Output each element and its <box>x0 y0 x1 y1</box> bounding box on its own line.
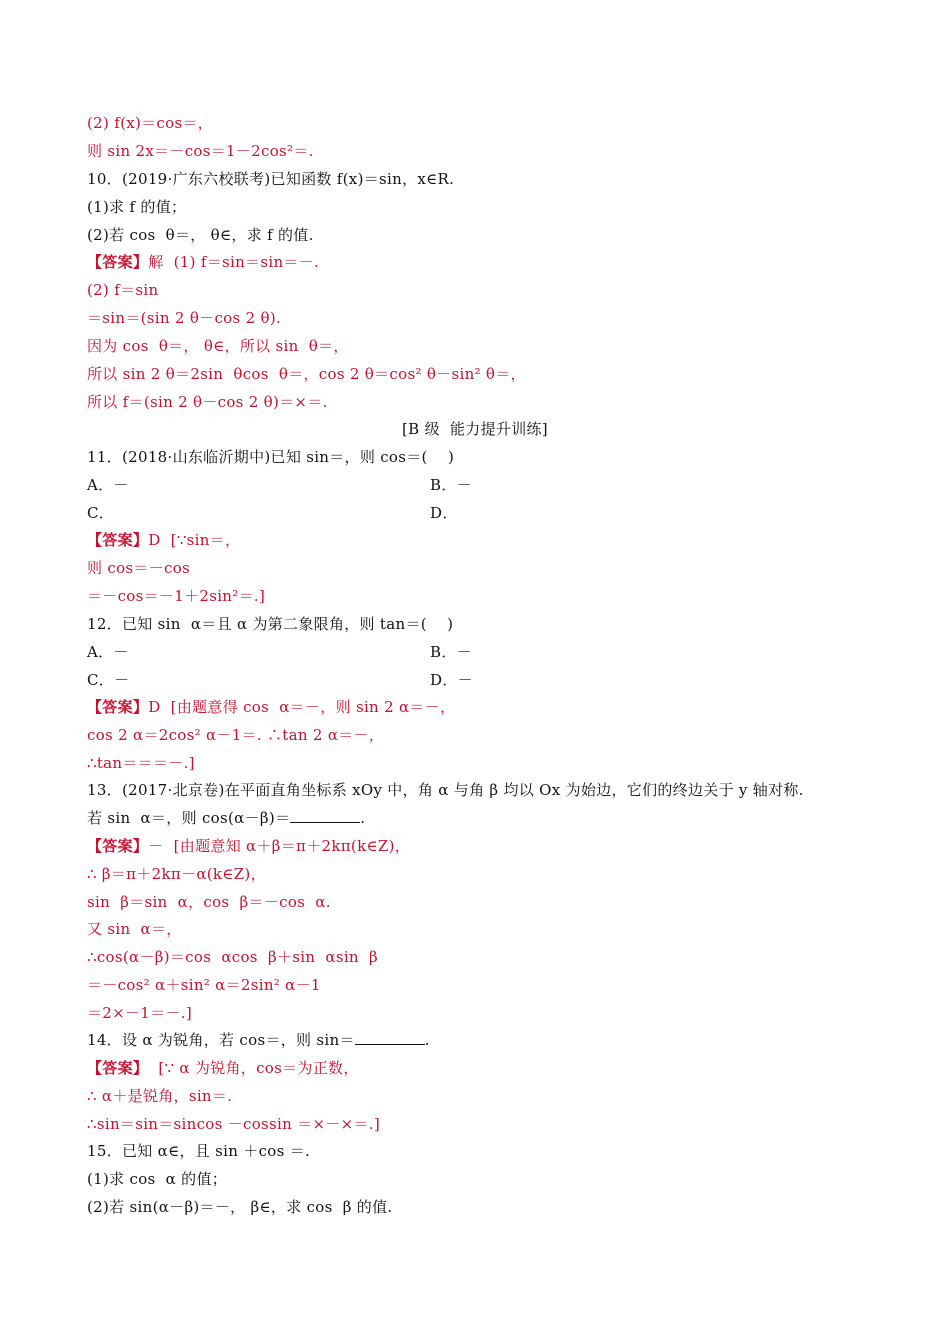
line-text: [∵ α 为锐角，cos＝为正数， <box>148 1059 359 1077</box>
question-line <box>430 669 473 691</box>
question-line <box>430 502 458 524</box>
line-text: 又 sin α＝， <box>87 920 182 938</box>
solution-line <box>87 946 378 968</box>
fill-in-blank <box>290 808 360 823</box>
solution-line <box>87 752 195 774</box>
line-text-after: . <box>424 1031 430 1049</box>
solution-line <box>87 863 266 885</box>
question-line <box>87 1029 430 1051</box>
line-text-after: . <box>360 809 366 827</box>
question-line <box>430 474 472 496</box>
solution-line <box>87 724 384 746</box>
question-line <box>87 502 114 524</box>
line-text: ＝－cos² α＋sin² α＝2sin² α－1 <box>87 976 321 994</box>
question-line <box>87 807 365 829</box>
line-text: 13．(2017·北京卷)在平面直角坐标系 xOy 中，角 α 与角 β 均以 Ox 为始边，它们的终边关于 y 轴对称. <box>87 781 804 799</box>
line-text: D [∵sin＝， <box>148 531 241 549</box>
answer-tag: 【答案】 <box>87 531 149 549</box>
line-text: 所以 f＝(sin 2 θ－cos 2 θ)＝×＝. <box>87 393 328 411</box>
line-text: B．－ <box>430 476 472 494</box>
solution-line <box>87 557 190 579</box>
line-text: B．－ <box>430 643 472 661</box>
solution-line <box>87 391 328 413</box>
question-line <box>87 1196 392 1218</box>
line-text: 则 cos＝－cos <box>87 559 191 577</box>
line-text: (2)若 cos θ＝， θ∈，求 f 的值. <box>87 226 314 244</box>
line-text: 因为 cos θ＝， θ∈，所以 sin θ＝， <box>87 337 349 355</box>
line-text: A．－ <box>87 476 129 494</box>
line-text: cos 2 α＝2cos² α－1＝. ∴tan 2 α＝－， <box>87 726 385 744</box>
question-line <box>0 418 950 440</box>
solution-line <box>87 585 265 607</box>
question-line <box>87 224 314 246</box>
line-text: ∴tan＝＝＝－.] <box>87 754 195 772</box>
solution-line <box>87 335 349 357</box>
line-text: ∴sin＝sin＝sincos －cossin ＝×－×＝.] <box>87 1115 381 1133</box>
question-line <box>87 613 453 635</box>
line-text: 所以 sin 2 θ＝2sin θcos θ＝，cos 2 θ＝cos² θ－sin² θ＝， <box>87 365 526 383</box>
solution-line <box>87 307 281 329</box>
solution-line <box>87 1113 380 1135</box>
line-text: 10．(2019·广东六校联考)已知函数 f(x)＝sin，x∈R. <box>87 170 455 188</box>
answer-tag: 【答案】 <box>87 253 149 271</box>
line-text: (1)求 cos α 的值； <box>87 1170 228 1188</box>
fill-in-blank <box>355 1030 425 1045</box>
answer-line <box>87 696 455 718</box>
solution-line <box>87 918 182 940</box>
line-text: 14．设 α 为锐角，若 cos＝，则 sin＝ <box>87 1031 355 1049</box>
solution-line <box>87 1085 232 1107</box>
line-text: D．－ <box>430 671 473 689</box>
line-text: ∴ β＝π＋2kπ－α(k∈Z)， <box>87 865 266 883</box>
line-text: (2)若 sin(α－β)＝－， β∈，求 cos β 的值. <box>87 1198 393 1216</box>
line-text: ＝sin＝(sin 2 θ－cos 2 θ). <box>87 309 282 327</box>
line-text: C．－ <box>87 671 130 689</box>
answer-tag: 【答案】 <box>87 698 149 716</box>
line-text: (2) f(x)＝cos＝， <box>87 114 214 132</box>
solution-line <box>87 1002 192 1024</box>
solution-line <box>87 363 526 385</box>
solution-line <box>87 974 321 996</box>
line-text: D． <box>430 504 458 522</box>
line-text: 11．(2018·山东临沂期中)已知 sin＝，则 cos＝( ) <box>87 448 455 466</box>
line-text: (2) f＝sin <box>87 281 159 299</box>
solution-line <box>87 279 158 301</box>
solution-line <box>87 891 331 913</box>
question-line <box>87 1140 310 1162</box>
solution-line <box>87 140 314 162</box>
answer-tag: 【答案】 <box>87 837 149 855</box>
question-line <box>87 474 129 496</box>
line-text: 则 sin 2x＝－cos＝1－2cos²＝. <box>87 142 314 160</box>
line-text: D [由题意得 cos α＝－，则 sin 2 α＝－， <box>148 698 456 716</box>
question-line <box>87 168 454 190</box>
answer-line <box>87 529 240 551</box>
line-text: (1)求 f 的值； <box>87 198 187 216</box>
answer-line <box>87 1057 359 1079</box>
solution-line <box>87 112 213 134</box>
line-text: ＝－cos＝－1＋2sin²＝.] <box>87 587 266 605</box>
answer-tag: 【答案】 <box>87 1059 149 1077</box>
line-text: ＝2×－1＝－.] <box>87 1004 192 1022</box>
line-text: 12．已知 sin α＝且 α 为第二象限角，则 tan＝( ) <box>87 615 454 633</box>
line-text: 解 (1) f＝sin＝sin＝－. <box>148 253 320 271</box>
line-text: sin β＝sin α，cos β＝－cos α. <box>87 893 331 911</box>
line-text: － [由题意知 α＋β＝π＋2kπ(k∈Z)， <box>148 837 411 855</box>
line-text: [B 级 能力提升训练] <box>402 420 548 438</box>
line-text: 若 sin α＝，则 cos(α－β)＝ <box>87 809 291 827</box>
answer-line <box>87 835 410 857</box>
line-text: ∴cos(α－β)＝cos αcos β＋sin αsin β <box>87 948 378 966</box>
question-line <box>430 641 472 663</box>
question-line <box>87 669 129 691</box>
line-text: C． <box>87 504 115 522</box>
answer-line <box>87 251 319 273</box>
line-text: ∴ α＋是锐角，sin＝. <box>87 1087 233 1105</box>
question-line <box>87 1168 227 1190</box>
line-text: 15．已知 α∈，且 sin ＋cos ＝. <box>87 1142 311 1160</box>
question-line <box>87 196 186 218</box>
question-line <box>87 641 129 663</box>
question-line <box>87 779 804 801</box>
question-line <box>87 446 454 468</box>
line-text: A．－ <box>87 643 129 661</box>
